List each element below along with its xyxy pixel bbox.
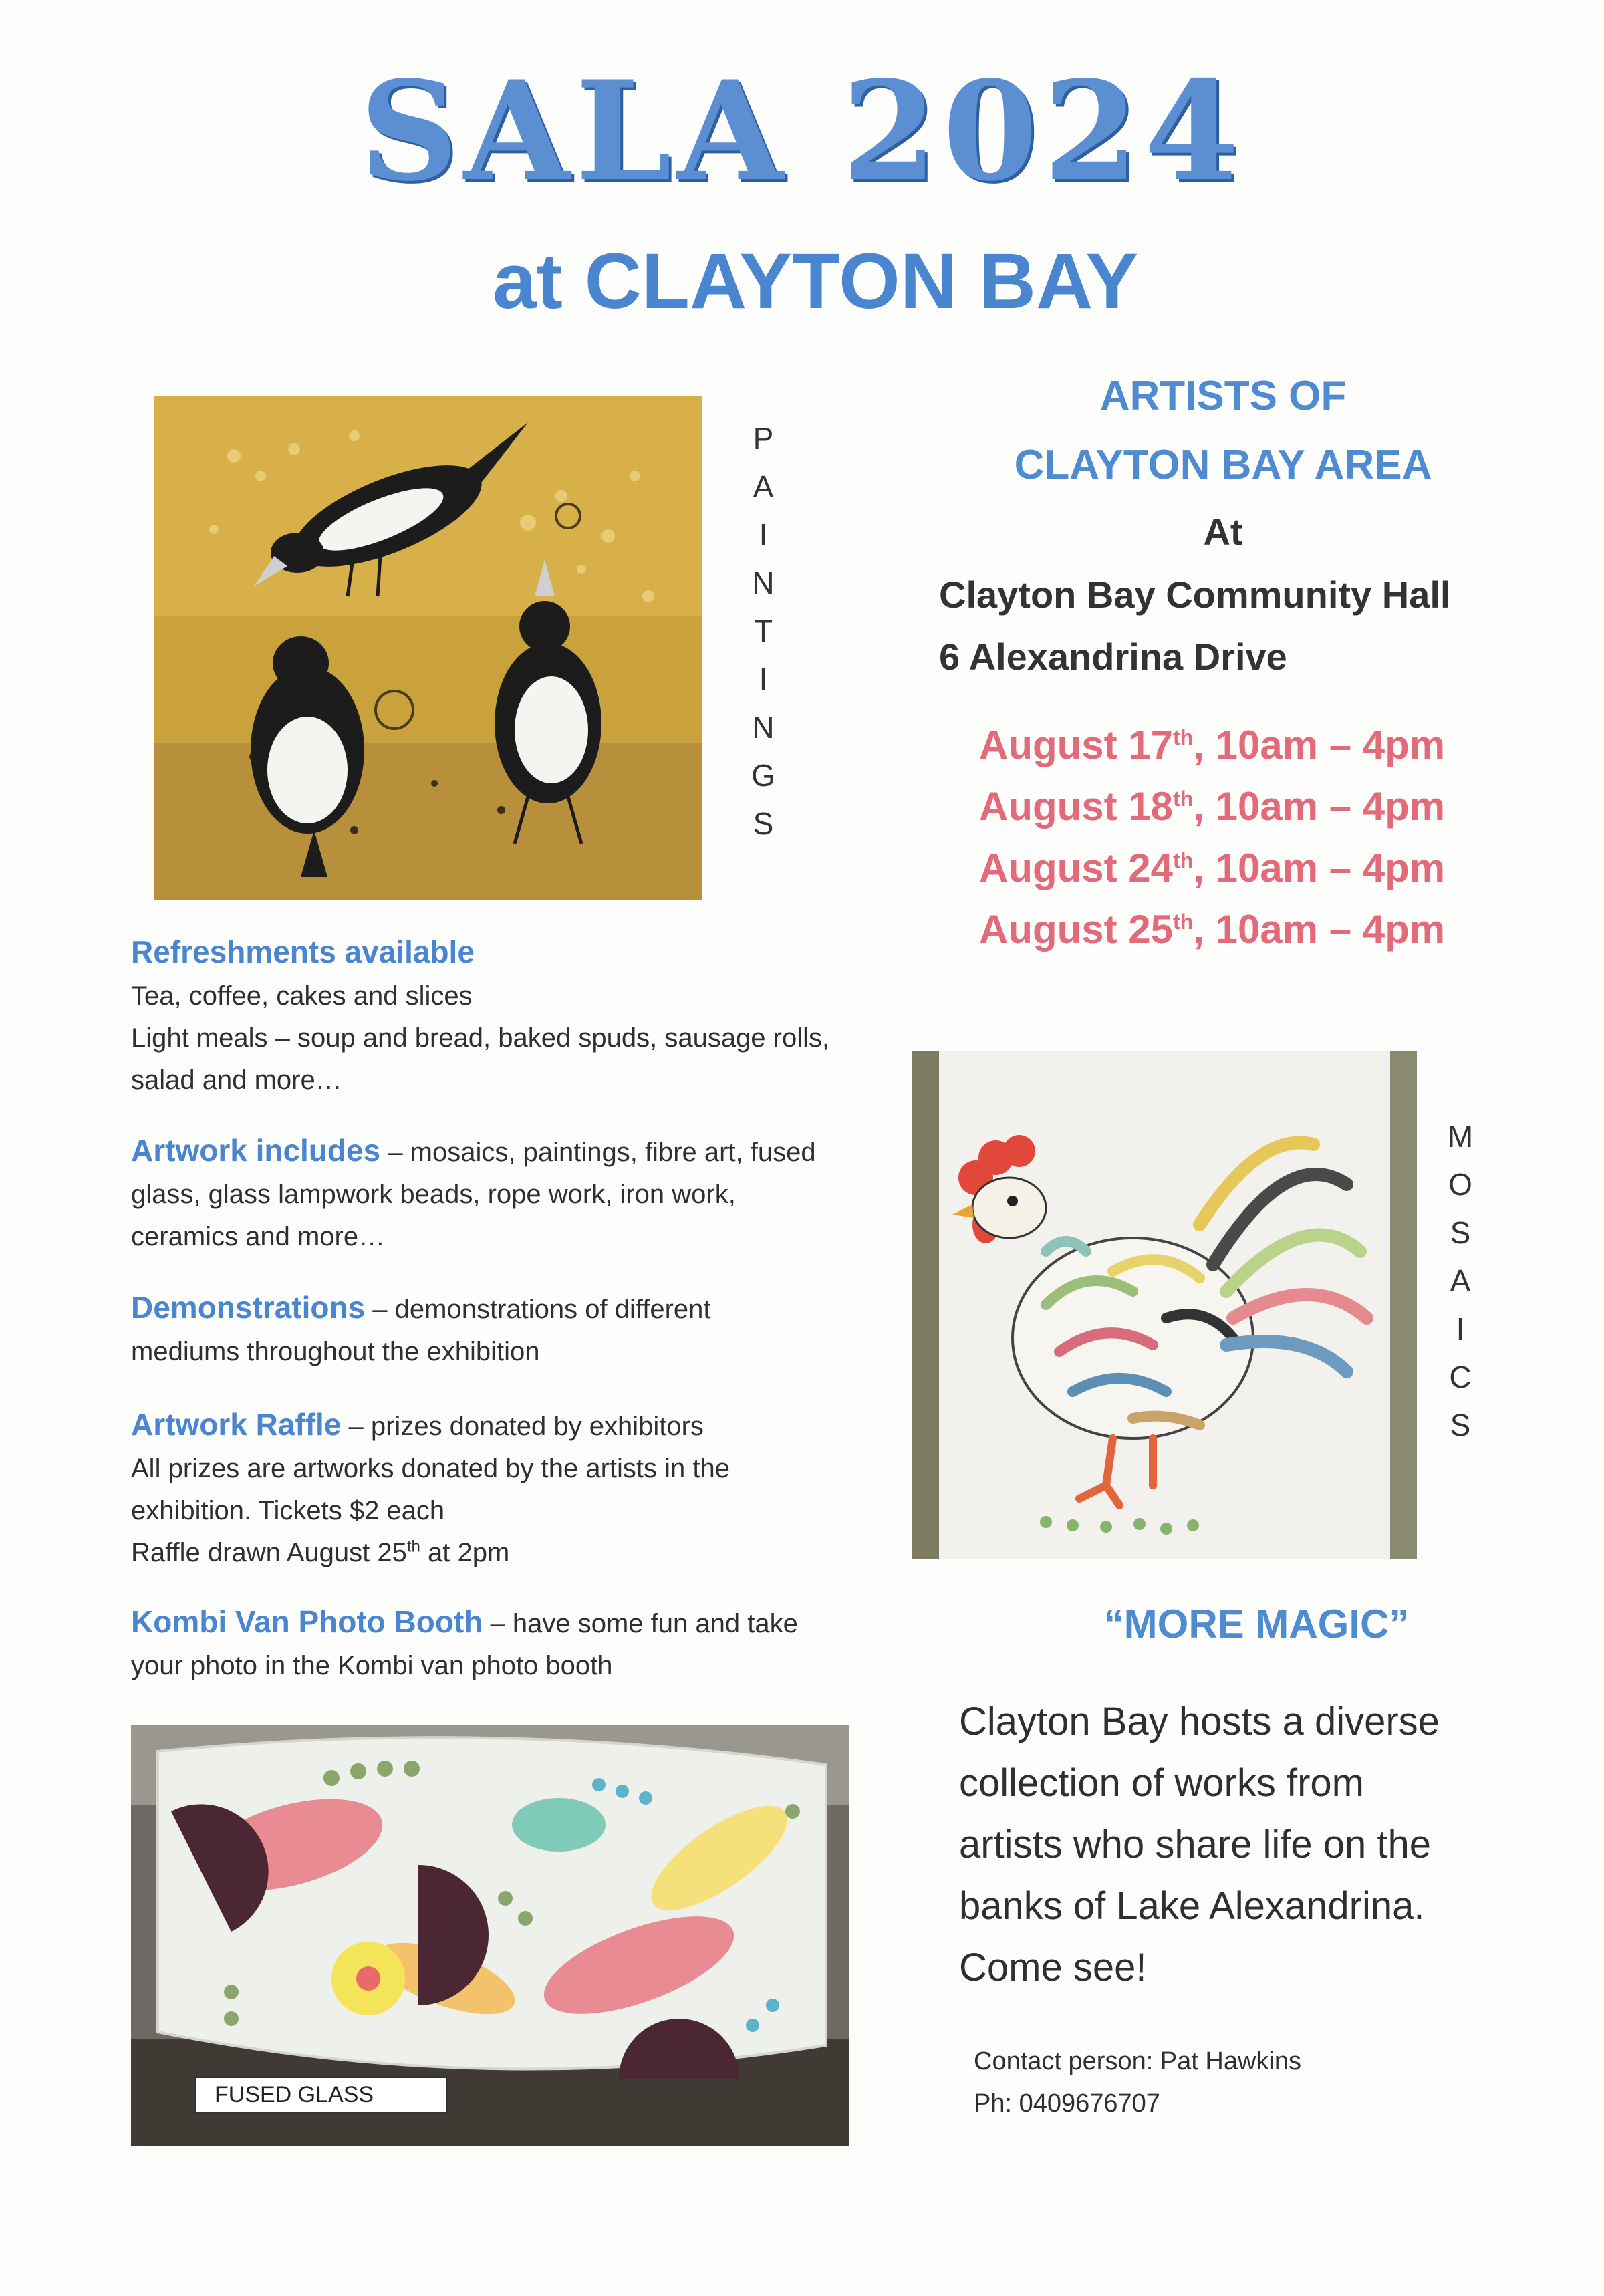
demonstrations-text: – demonstrations of different <box>365 1295 711 1324</box>
contact-person: Contact person: Pat Hawkins <box>974 2047 1302 2075</box>
blurb-line: collection of works from <box>959 1761 1364 1805</box>
paintings-letter: N <box>752 565 775 600</box>
date-day: August 25 <box>979 907 1174 952</box>
raffle-line <box>131 1532 893 1574</box>
kombi-text: – have some fun and take <box>483 1609 798 1638</box>
artwork-line: ceramics and more… <box>131 1222 386 1251</box>
refreshments-line: Light meals – soup and bread, baked spuds, sausage rolls, <box>131 1023 830 1053</box>
blurb-line: Clayton Bay hosts a diverse <box>959 1700 1440 1743</box>
venue-address: 6 Alexandrina Drive <box>939 636 1287 678</box>
artwork-heading: Artwork includes <box>131 1133 381 1168</box>
date-suffix: th <box>1173 787 1194 811</box>
refreshments-line: Tea, coffee, cakes and slices <box>131 981 473 1011</box>
raffle-line: All prizes are artworks donated by the artists in the <box>131 1454 730 1483</box>
mosaics-photo <box>912 1051 1417 1559</box>
date-suffix: th <box>1173 725 1194 749</box>
date-row <box>979 725 1445 765</box>
kombi-section <box>131 1601 893 1687</box>
refreshments-heading: Refreshments available <box>131 934 475 969</box>
demonstrations-heading: Demonstrations <box>131 1290 366 1325</box>
kombi-heading: Kombi Van Photo Booth <box>131 1604 483 1639</box>
demonstrations-section <box>131 1287 893 1373</box>
mosaics-letter: C <box>1449 1360 1472 1394</box>
date-time: , 10am – 4pm <box>1193 846 1446 890</box>
venue-name: Clayton Bay Community Hall <box>939 573 1451 616</box>
contact-phone: Ph: 0409676707 <box>974 2089 1160 2118</box>
at-label: At <box>1203 511 1243 553</box>
mosaics-letter: A <box>1450 1263 1471 1298</box>
more-magic-blurb <box>959 1691 1534 1999</box>
artwork-section <box>131 1130 893 1258</box>
raffle-text: – prizes donated by exhibitors <box>341 1412 704 1441</box>
refreshments-line: salad and more… <box>131 1065 342 1095</box>
mosaics-letter: I <box>1456 1311 1465 1346</box>
mosaics-vertical-label <box>1440 1112 1480 1449</box>
paintings-letter: P <box>753 421 774 456</box>
demonstrations-line: mediums throughout the exhibition <box>131 1337 540 1366</box>
blurb-line: Come see! <box>959 1946 1147 1989</box>
date-day: August 24 <box>979 846 1174 890</box>
date-suffix: th <box>1173 910 1194 934</box>
raffle-draw-suffix: th <box>406 1537 420 1556</box>
blurb-line: banks of Lake Alexandrina. <box>959 1884 1425 1928</box>
fused-glass-caption: FUSED GLASS <box>194 2076 448 2114</box>
raffle-draw-time: at 2pm <box>420 1538 510 1567</box>
artwork-line: glass, glass lampwork beads, rope work, iron work, <box>131 1180 736 1209</box>
kombi-line: your photo in the Kombi van photo booth <box>131 1651 613 1680</box>
artists-heading-line2: CLAYTON BAY AREA <box>1014 442 1432 488</box>
paintings-letter: A <box>753 469 774 504</box>
paintings-vertical-label <box>743 414 783 848</box>
date-suffix: th <box>1173 848 1194 872</box>
date-row <box>979 907 1446 952</box>
artists-heading-line1: ARTISTS OF <box>1099 373 1347 419</box>
paintings-photo <box>154 396 702 900</box>
paintings-letter: G <box>751 758 775 793</box>
artwork-text: – mosaics, paintings, fibre art, fused <box>380 1138 816 1167</box>
date-day: August 17 <box>979 723 1174 767</box>
mosaics-letter: M <box>1447 1119 1474 1154</box>
mosaics-letter: S <box>1450 1215 1471 1250</box>
paintings-letter: N <box>752 710 775 745</box>
paintings-letter: I <box>759 662 768 696</box>
more-magic-heading: “MORE MAGIC” <box>1103 1602 1410 1646</box>
page-subtitle: at CLAYTON BAY <box>492 237 1139 326</box>
paintings-letter: I <box>759 517 768 552</box>
date-time: , 10am – 4pm <box>1193 723 1446 767</box>
date-time: , 10am – 4pm <box>1193 907 1446 952</box>
raffle-line: exhibition. Tickets $2 each <box>131 1496 445 1525</box>
paintings-letter: S <box>753 806 774 841</box>
mosaics-letter: O <box>1448 1167 1472 1202</box>
mosaics-letter: S <box>1450 1408 1471 1442</box>
page-title: SALA 2024 <box>359 51 1245 212</box>
date-row <box>979 848 1445 888</box>
date-day: August 18 <box>979 784 1174 829</box>
blurb-line: artists who share life on the <box>959 1823 1432 1866</box>
refreshments-section <box>131 931 893 1102</box>
date-row <box>979 784 1446 829</box>
raffle-heading: Artwork Raffle <box>131 1407 342 1442</box>
raffle-section <box>131 1404 893 1574</box>
paintings-letter: T <box>753 614 773 648</box>
date-time: , 10am – 4pm <box>1193 784 1446 829</box>
raffle-draw-text: Raffle drawn August 25 <box>131 1538 407 1567</box>
